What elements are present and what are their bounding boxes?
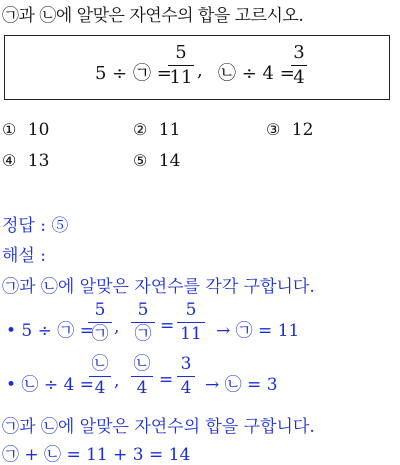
fraction-numerator: 3 bbox=[180, 354, 192, 374]
fraction-numerator: 5 bbox=[175, 42, 187, 63]
bullet-1-fraction-2 bbox=[131, 302, 155, 343]
fraction-denominator: ㉠ bbox=[134, 324, 152, 344]
option-marker: ② bbox=[133, 120, 148, 139]
bullet-1-result: → ㉠ = 11 bbox=[216, 321, 300, 341]
explanation-line-2: ㉠과 ㉡에 알맞은 자연수의 합을 구합니다. bbox=[2, 417, 315, 437]
explanation-line-3: ㉠ + ㉡ = 11 + 3 = 14 bbox=[2, 445, 191, 465]
bullet-1-comma: , bbox=[114, 317, 120, 337]
fraction-denominator: 11 bbox=[180, 324, 202, 344]
answer-label: 정답 : ⑤ bbox=[2, 216, 69, 236]
option-3[interactable] bbox=[266, 120, 313, 140]
equation-box bbox=[4, 35, 390, 100]
bullet-1-start: • 5 ÷ ㉠ = bbox=[6, 321, 94, 341]
fraction-numerator: ㉡ bbox=[91, 354, 109, 374]
option-value: 10 bbox=[27, 120, 50, 140]
fraction-denominator: 4 bbox=[136, 378, 148, 398]
option-value: 12 bbox=[291, 120, 314, 140]
fraction-numerator: 5 bbox=[137, 300, 149, 320]
bullet-2-comma: , bbox=[114, 371, 120, 391]
explanation-label: 해설 : bbox=[2, 246, 46, 266]
equation-1-left: 5 ÷ ㉠ = bbox=[95, 63, 172, 84]
option-value: 13 bbox=[27, 151, 50, 171]
question-title: ㉠과 ㉡에 알맞은 자연수의 합을 고르시오. bbox=[2, 6, 304, 26]
fraction-numerator: ㉡ bbox=[133, 354, 151, 374]
option-5[interactable] bbox=[133, 151, 180, 171]
equation-comma: , bbox=[197, 60, 203, 81]
equation-2-left: ㉡ ÷ 4 = bbox=[218, 63, 295, 84]
option-value: 11 bbox=[158, 120, 181, 140]
bullet-2-fraction-1 bbox=[89, 356, 111, 397]
fraction-5-over-11 bbox=[168, 44, 194, 87]
fraction-denominator: 4 bbox=[180, 378, 192, 398]
bullet-2-fraction-2 bbox=[131, 356, 153, 397]
bullet-2-equals: = bbox=[159, 370, 174, 390]
explanation-line-1: ㉠과 ㉡에 알맞은 자연수를 각각 구합니다. bbox=[2, 277, 315, 297]
option-value: 14 bbox=[158, 151, 181, 171]
fraction-denominator: 4 bbox=[94, 378, 106, 398]
bullet-1-equals: = bbox=[160, 316, 175, 336]
fraction-3-over-4 bbox=[291, 44, 307, 87]
fraction-denominator: ㉠ bbox=[91, 324, 109, 344]
bullet-2-result: → ㉡ = 3 bbox=[205, 375, 278, 395]
fraction-denominator: 11 bbox=[169, 67, 193, 88]
fraction-numerator: 5 bbox=[185, 300, 197, 320]
bullet-1-fraction-3 bbox=[177, 302, 205, 343]
bullet-2-start: • ㉡ ÷ 4 = bbox=[6, 375, 94, 395]
option-2[interactable] bbox=[133, 120, 180, 140]
option-marker: ① bbox=[2, 120, 17, 139]
fraction-denominator: 4 bbox=[293, 67, 305, 88]
bullet-2-fraction-3 bbox=[177, 356, 195, 397]
option-marker: ④ bbox=[2, 151, 17, 170]
option-1[interactable] bbox=[2, 120, 49, 140]
bullet-1-fraction-1 bbox=[88, 302, 112, 343]
option-marker: ⑤ bbox=[133, 151, 148, 170]
fraction-numerator: 5 bbox=[94, 300, 106, 320]
option-4[interactable] bbox=[2, 151, 49, 171]
fraction-numerator: 3 bbox=[293, 42, 305, 63]
option-marker: ③ bbox=[266, 120, 281, 139]
